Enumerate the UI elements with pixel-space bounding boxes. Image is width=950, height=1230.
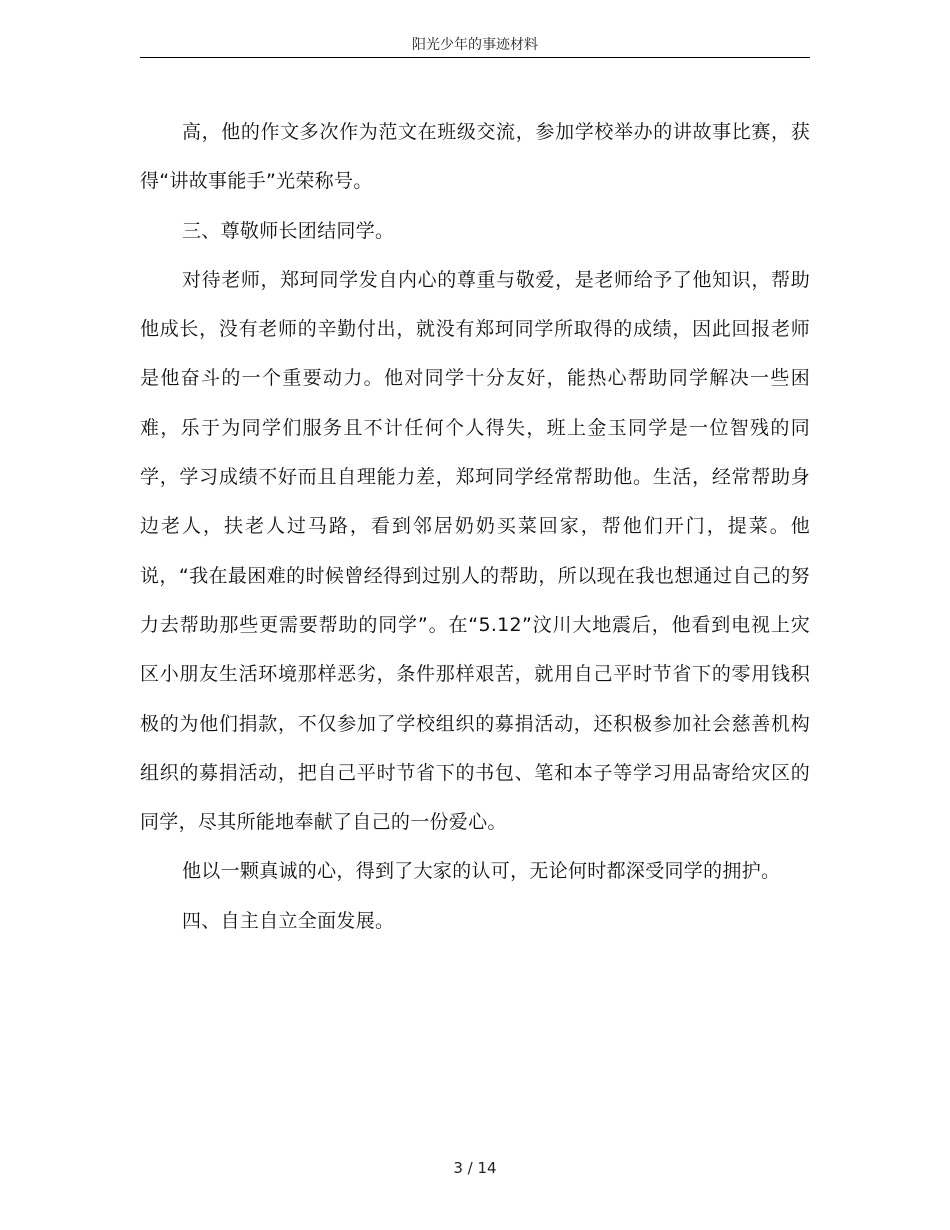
- document-body: [140, 108, 810, 946]
- page-header-title: 阳光少年的事迹材料: [412, 37, 538, 53]
- page-number: 3 / 14: [453, 1159, 497, 1177]
- section-heading-3: 三、尊敬师长团结同学。: [182, 219, 395, 242]
- paragraph-continuation: 高，他的作文多次作为范文在班级交流，参加学校举办的讲故事比赛，获得“讲故事能手”光荣称号。: [140, 121, 810, 193]
- header-divider: [140, 57, 810, 58]
- section-heading-4: 四、自主自立全面发展。: [182, 909, 395, 932]
- paragraph-respect-teachers: 对待老师，郑珂同学发自内心的尊重与敬爱，是老师给予了他知识，帮助他成长，没有老师的辛勤付出，就没有郑珂同学所取得的成绩，因此回报老师是他奋斗的一个重要动力。他对同学十分友好，能热心帮助同学解决一些困难，乐于为同学们服务且不计任何个人得失，班上金玉同学是一位智残的同学，学习成绩不好而且自理能力差，郑珂同学经常帮助他。生活，经常帮助身边老人，扶老人过马路，看到邻居奶奶买菜回家，帮他们开门，提菜。他说，“我在最困难的时候曾经得到过别人的帮助，所以现在我也想通过自己的努力去帮助那些更需要帮助的同学”。在“5.12”汶川大地震后，他看到电视上灾区小朋友生活环境那样恶劣，条件那样艰苦，就用自己平时节省下的零用钱积极的为他们捐款，不仅参加了学校组织的募捐活动，还积极参加社会慈善机构组织的募捐活动，把自己平时节省下的书包、笔和本子等学习用品寄给灾区的同学，尽其所能地奉献了自己的一份爱心。: [140, 268, 810, 834]
- paragraph-sincere-heart: 他以一颗真诚的心，得到了大家的认可，无论何时都深受同学的拥护。: [182, 860, 781, 883]
